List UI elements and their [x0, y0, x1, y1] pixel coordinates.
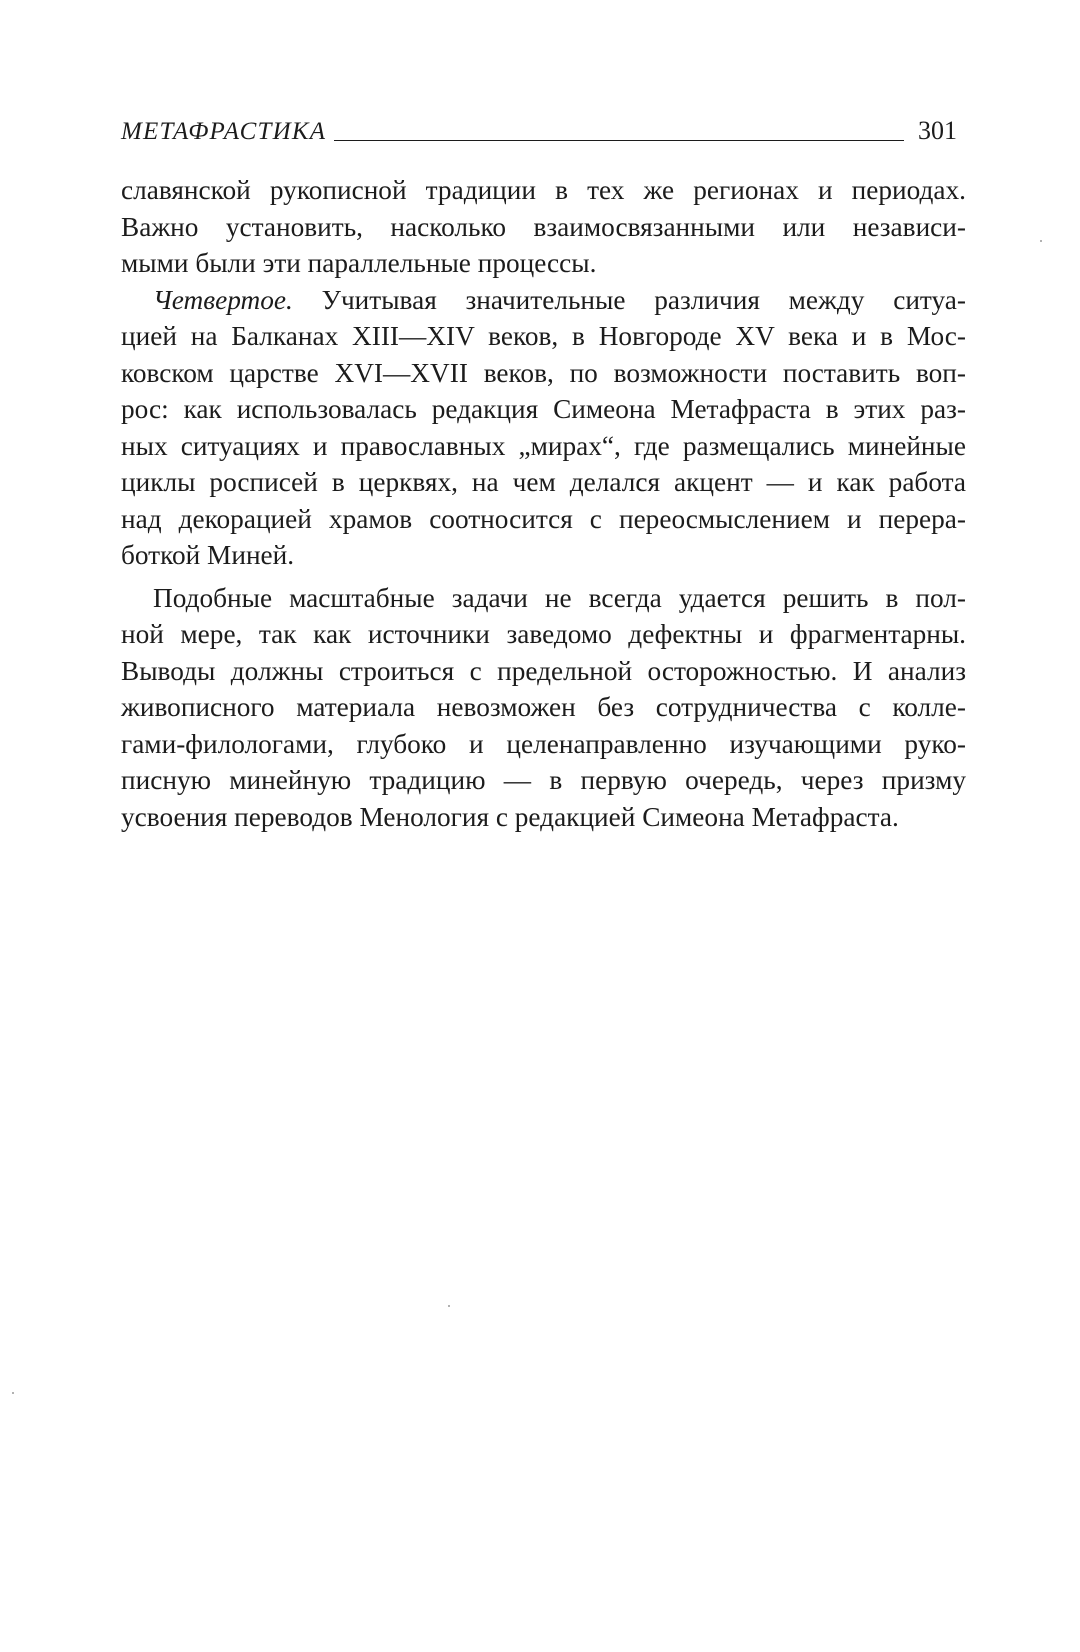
text-line: Подобные масштабные задачи не всегда удается решить в пол-	[153, 582, 966, 613]
text-line: боткой Миней.	[121, 540, 295, 570]
scan-speck	[1040, 240, 1042, 242]
text-line: Выводы должны строиться с предельной осторожностью. И анализ	[121, 655, 966, 686]
scan-speck	[12, 1392, 14, 1394]
text-line: над декорацией храмов соотносится с переосмыслением и перера-	[121, 503, 966, 534]
text-line: ковском царстве XVI—XVII веков, по возможности поставить воп-	[121, 357, 966, 388]
text-line: мыми были эти параллельные процессы.	[121, 248, 597, 278]
paragraph-1	[121, 172, 966, 282]
paragraph-2-first-line	[121, 282, 966, 319]
running-title: МЕТАФРАСТИКА	[121, 118, 327, 145]
text-line: живописного материала невозможен без сотрудничества с колле-	[121, 692, 966, 722]
text-line: циклы росписей в церквях, на чем делался акцент — и как работа	[121, 467, 966, 497]
paragraph-3	[121, 580, 966, 836]
text-line: ных ситуациях и православных „мирах“, где размещались минейные	[121, 430, 966, 461]
first-line-rest: Учитывая значительные различия между ситуа-	[321, 284, 967, 315]
text-line: писную минейную традицию — в первую очередь, через призму	[121, 765, 966, 795]
page-number: 301	[918, 116, 957, 145]
text-line: Важно установить, насколько взаимосвязанными или независи-	[121, 211, 966, 242]
scan-speck	[448, 1305, 450, 1307]
running-head	[121, 110, 957, 144]
text-line: славянской рукописной традиции в тех же регионах и периодах.	[121, 175, 966, 205]
header-rule	[334, 140, 904, 141]
page-body	[121, 172, 966, 835]
section-lead-word: Четвертое.	[153, 284, 293, 315]
text-line: рос: как использовалась редакция Симеона Метафраста в этих раз-	[121, 394, 966, 424]
text-line: ной мере, так как источники заведомо дефектны и фрагментарны.	[121, 619, 966, 649]
text-line: гами-филологами, глубоко и целенаправленно изучающими руко-	[121, 728, 966, 759]
text-line: цией на Балканах XIII—XIV веков, в Новгороде XV века и в Мос-	[121, 321, 966, 351]
paragraph-2	[121, 282, 966, 574]
text-line: усвоения переводов Менология с редакцией Симеона Метафраста.	[121, 801, 899, 832]
